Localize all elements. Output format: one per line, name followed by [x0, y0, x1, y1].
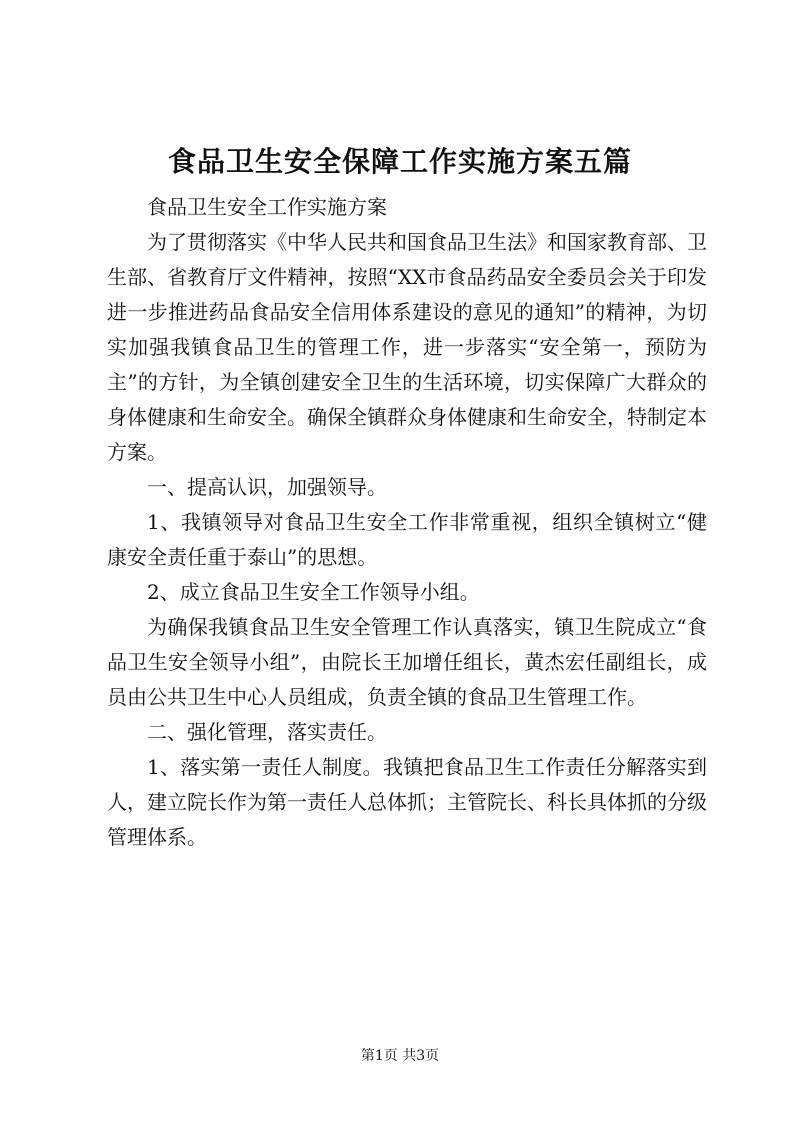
paragraph-item-1-2: 2、成立食品卫生安全工作领导小组。 — [147, 580, 480, 604]
section-heading-1: 一、提高认识，加强领导。 — [147, 475, 387, 499]
paragraph-item-2-1: 1、落实第一责任人制度。我镇把食品卫生工作责任分解落实到人，建立院长作为第一责任人总体抓；主管院长、科长具体抓的分级管理体系。 — [107, 755, 707, 849]
document-title: 食品卫生安全保障工作实施方案五篇 — [167, 145, 632, 178]
paragraph-subtitle: 食品卫生安全工作实施方案 — [147, 195, 387, 219]
paragraph-leadership-group: 为确保我镇食品卫生安全管理工作认真落实，镇卫生院成立“食品卫生安全领导小组”，由院长王加增任组长，黄杰宏任副组长，成员由公共卫生中心人员组成，负责全镇的食品卫生管理工作。 — [107, 615, 707, 709]
page-footer: 第1页 共3页 — [360, 1048, 440, 1064]
document-body — [107, 190, 707, 855]
paragraph-intro: 为了贯彻落实《中华人民共和国食品卫生法》和国家教育部、卫生部、省教育厅文件精神，按照“XX市食品药品安全委员会关于印发进一步推进药品食品安全信用体系建设的意见的通知”的精神，为切实加强我镇食品卫生的管理工作，进一步落实“安全第一，预防为主”的方针，为全镇创建安全卫生的生活环境，切实保障广大群众的身体健康和生命安全。确保全镇群众身体健康和生命安全，特制定本方案。 — [107, 230, 707, 464]
section-heading-2: 二、强化管理，落实责任。 — [147, 720, 387, 744]
paragraph-item-1-1: 1、我镇领导对食品卫生安全工作非常重视，组织全镇树立“健康安全责任重于泰山”的思想。 — [107, 510, 707, 569]
